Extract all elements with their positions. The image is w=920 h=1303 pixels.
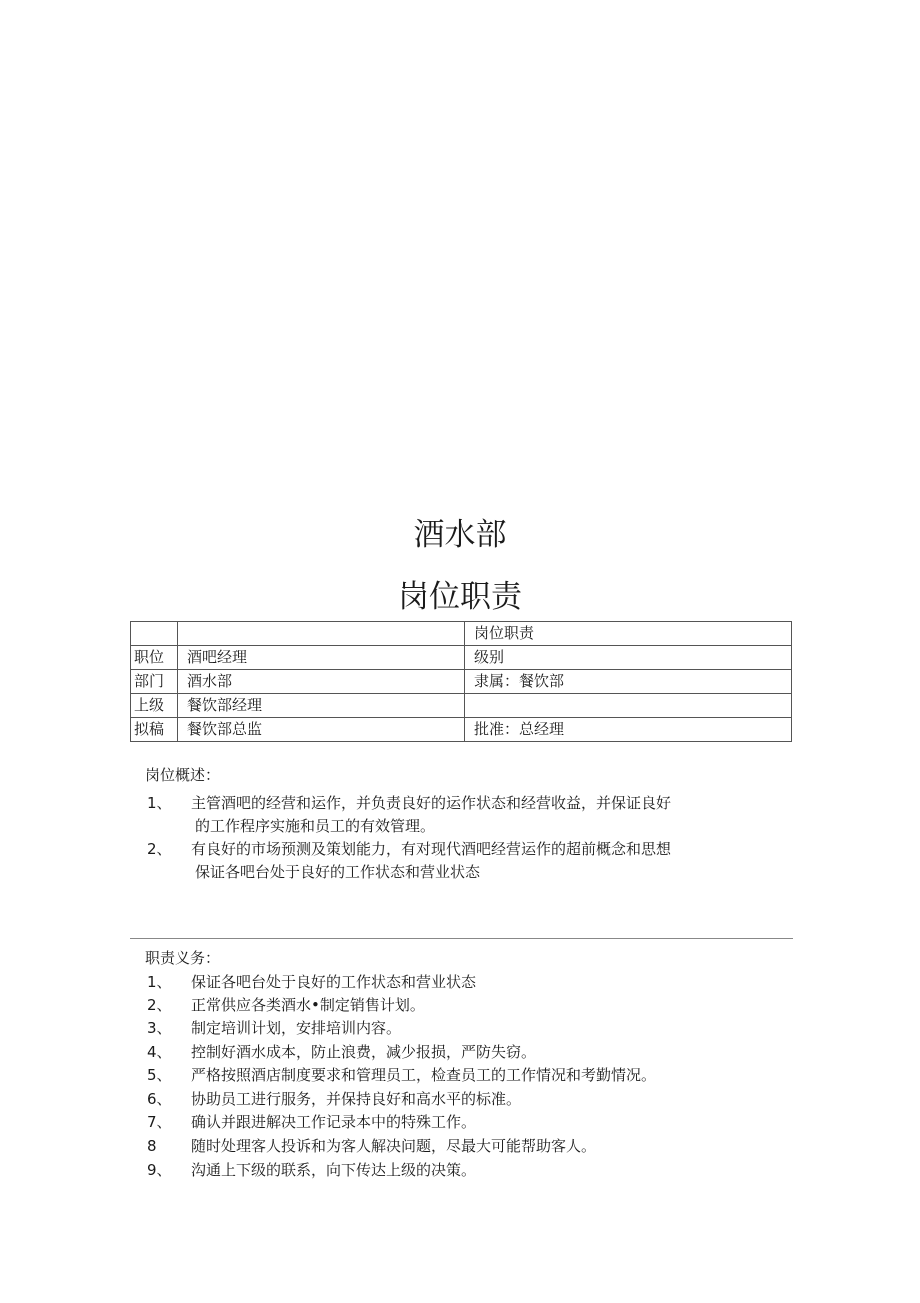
- row-right: [465, 694, 792, 718]
- item-number: 9、: [147, 1161, 172, 1179]
- item-text: 确认并跟进解决工作记录本中的特殊工作。: [191, 1113, 477, 1131]
- table-row: [131, 718, 792, 742]
- item-number: 2、: [147, 840, 172, 858]
- item-text-continued: 的工作程序实施和员工的有效管理。: [195, 817, 436, 835]
- item-text: 控制好酒水成本，防止浪费，减少报损，严防失窃。: [191, 1043, 537, 1061]
- table-row: [131, 694, 792, 718]
- row-value: 酒吧经理: [178, 646, 465, 670]
- duties-heading: 职责义务：: [145, 949, 221, 967]
- item-number: 1、: [147, 794, 172, 812]
- item-text: 主管酒吧的经营和运作，并负责良好的运作状态和经营收益，并保证良好: [191, 794, 672, 812]
- item-text: 严格按照酒店制度要求和管理员工，检查员工的工作情况和考勤情况。: [191, 1066, 657, 1084]
- item-number: 4、: [147, 1043, 172, 1061]
- item-text: 保证各吧台处于良好的工作状态和营业状态: [191, 973, 477, 991]
- item-number: 8: [147, 1137, 157, 1155]
- item-number: 1、: [147, 973, 172, 991]
- document-title: 酒水部: [413, 517, 507, 553]
- item-text: 协助员工进行服务，并保持良好和高水平的标准。: [191, 1090, 522, 1108]
- item-text: 有良好的市场预测及策划能力，有对现代酒吧经营运作的超前概念和思想: [191, 840, 672, 858]
- item-text: 制定培训计划，安排培训内容。: [191, 1019, 402, 1037]
- overview-heading: 岗位概述：: [145, 766, 221, 784]
- item-number: 2、: [147, 996, 172, 1014]
- position-info-table: [130, 621, 792, 742]
- table-row: [131, 622, 792, 646]
- item-number: 7、: [147, 1113, 172, 1131]
- item-text: 随时处理客人投诉和为客人解决问题，尽最大可能帮助客人。: [191, 1137, 597, 1155]
- item-text: 正常供应各类酒水•制定销售计划。: [191, 996, 425, 1014]
- section-divider: [130, 938, 793, 939]
- table-header-cell: 岗位职责: [465, 622, 792, 646]
- item-number: 6、: [147, 1090, 172, 1108]
- document-subtitle: 岗位职责: [398, 579, 522, 615]
- row-label: 上级: [131, 694, 178, 718]
- item-number: 5、: [147, 1066, 172, 1084]
- row-label: 拟稿: [131, 718, 178, 742]
- item-text-continued: 保证各吧台处于良好的工作状态和营业状态: [195, 863, 481, 881]
- row-right: 级别: [465, 646, 792, 670]
- table-row: [131, 670, 792, 694]
- row-right: 批准：总经理: [465, 718, 792, 742]
- item-number: 3、: [147, 1019, 172, 1037]
- row-value: 餐饮部总监: [178, 718, 465, 742]
- row-right: 隶属：餐饮部: [465, 670, 792, 694]
- item-text: 沟通上下级的联系，向下传达上级的决策。: [191, 1161, 477, 1179]
- table-cell: [178, 622, 465, 646]
- row-value: 餐饮部经理: [178, 694, 465, 718]
- row-value: 酒水部: [178, 670, 465, 694]
- row-label: 部门: [131, 670, 178, 694]
- table-cell: [131, 622, 178, 646]
- table-row: [131, 646, 792, 670]
- row-label: 职位: [131, 646, 178, 670]
